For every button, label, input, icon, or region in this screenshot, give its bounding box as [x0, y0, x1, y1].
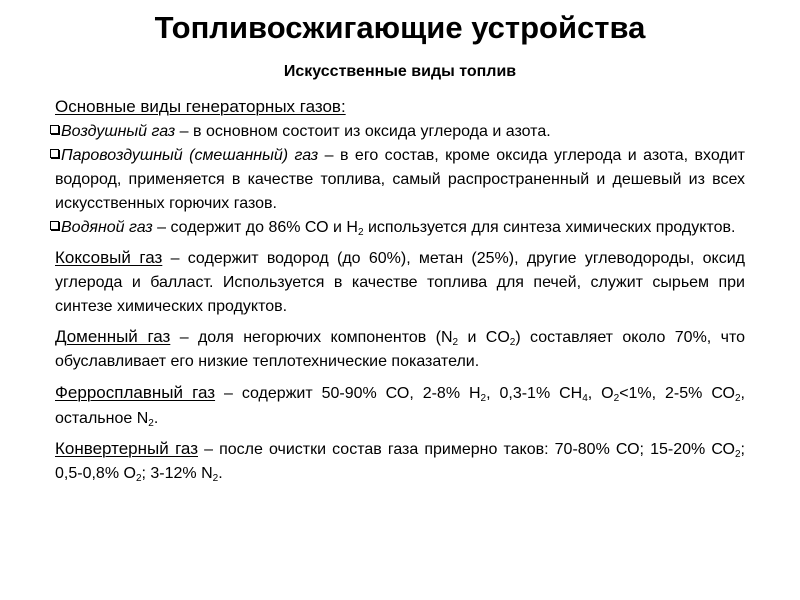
subscript: 2	[509, 337, 516, 348]
subscript: 2	[613, 393, 620, 404]
generator-section	[55, 95, 745, 120]
ferro-gas-name: Ферросплавный газ	[55, 383, 216, 402]
slide-body	[55, 95, 745, 486]
bullet-water-gas	[55, 216, 745, 240]
converter-gas-text: – после очистки состав газа примерно таков: 70-80% СО; 15-20% СО	[197, 441, 735, 458]
checkbox-bullet-icon	[50, 125, 59, 134]
air-gas-text: – в основном состоит из оксида углерода и азота.	[175, 123, 551, 140]
ferro-gas-text: .	[153, 410, 159, 427]
checkbox-bullet-icon	[50, 221, 59, 230]
converter-gas-paragraph	[55, 437, 745, 486]
bullet-air-gas	[55, 120, 745, 144]
water-gas-name: Водяной газ	[61, 219, 153, 236]
blast-gas-text: – доля негорючих компонентов (N	[170, 329, 453, 346]
blast-gas-text: ) составляет около 70%, что обуславливает его низкие теплотехнические показатели.	[55, 329, 746, 370]
coke-gas-paragraph	[55, 246, 745, 319]
subscript: 2	[212, 473, 219, 484]
checkbox-bullet-icon	[50, 149, 59, 158]
converter-gas-name: Конвертерный газ	[55, 439, 198, 458]
water-gas-text-end: используется для синтеза химических продуктов.	[363, 219, 736, 236]
mixed-gas-text: – в его состав, кроме оксида углерода и азота, входит водород, применяется в качестве топлива, самый распространенный и дешевый из всех искусственных горючих газов.	[55, 147, 745, 212]
subscript: 4	[582, 393, 588, 404]
water-gas-text: – содержит до 86% СО и Н	[152, 219, 358, 236]
subscript: 2	[135, 473, 142, 484]
subscript: 2	[734, 449, 741, 460]
ferro-gas-text: , О	[587, 385, 614, 402]
ferro-gas-text: , остальное N	[55, 385, 745, 427]
air-gas-name: Воздушный газ	[61, 123, 176, 140]
converter-gas-text: ; 3-12% N	[141, 465, 213, 482]
blast-gas-text: и CO	[458, 329, 510, 346]
generator-heading: Основные виды генераторных газов:	[55, 97, 346, 116]
blast-gas-paragraph	[55, 325, 745, 374]
subscript: 2	[452, 337, 459, 348]
bullet-mixed-gas	[55, 144, 745, 216]
converter-gas-text: ; 0,5-0,8% О	[55, 441, 745, 482]
slide-subtitle: Искусственные виды топлив	[283, 63, 517, 80]
subscript: 2	[357, 227, 364, 238]
coke-gas-name: Коксовый газ	[55, 248, 163, 267]
ferro-gas-text: <1%, 2-5% СО	[619, 385, 735, 402]
ferro-gas-paragraph	[55, 380, 745, 431]
blast-gas-name: Доменный газ	[55, 327, 171, 346]
subscript: 2	[734, 393, 741, 404]
coke-gas-text: – содержит водород (до 60%), метан (25%), другие углеводороды, оксид углерода и балласт. Используется в качестве топлива для печей, служит сырьем при синтезе химических продуктов.	[55, 250, 745, 315]
ferro-gas-text: , 0,3-1% СН	[486, 385, 583, 402]
mixed-gas-name: Паровоздушный (смешанный) газ	[61, 147, 319, 164]
ferro-gas-text: – содержит 50-90% СО, 2-8% Н	[215, 385, 481, 402]
subscript: 2	[480, 393, 487, 404]
slide-title: Топливосжигающие устройства	[154, 10, 646, 45]
subscript: 2	[148, 418, 154, 429]
converter-gas-text: .	[218, 465, 223, 482]
